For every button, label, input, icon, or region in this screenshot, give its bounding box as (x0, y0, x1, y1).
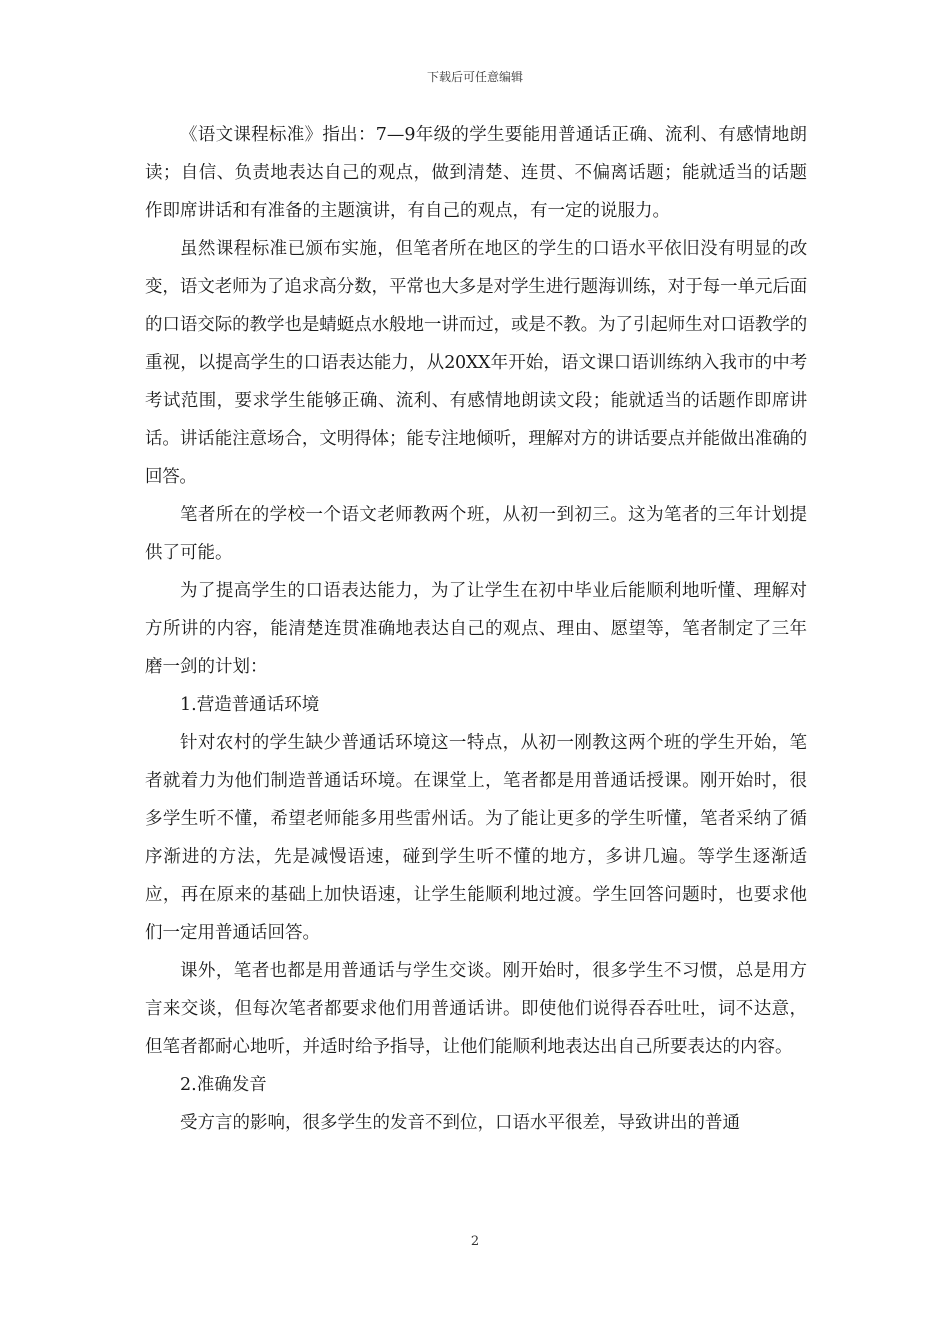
paragraph-school-context: 笔者所在的学校一个语文老师教两个班，从初一到初三。这为笔者的三年计划提供了可能。 (145, 505, 807, 563)
paragraph-background: 虽然课程标准已颁布实施，但笔者所在地区的学生的口语水平依旧没有明显的改变，语文老师为了追求高分数，平常也大多是对学生进行题海训练，对于每一单元后面的口语交际的教学也是蜻蜓点水般地一讲而过，或是不教。为了引起师生对口语教学的重视，以提高学生的口语表达能力，从20XX年开始，语文课口语训练纳入我市的中考考试范围，要求学生能够正确、流利、有感情地朗读文段；能就适当的话题作即席讲话。讲话能注意场合，文明得体；能专注地倾听，理解对方的讲话要点并能做出准确的回答。 (145, 239, 807, 487)
paragraph-plan-intro: 为了提高学生的口语表达能力，为了让学生在初中毕业后能顺利地听懂、理解对方所讲的内容，能清楚连贯准确地表达自己的观点、理由、愿望等，笔者制定了三年磨一剑的计划： (145, 581, 807, 677)
page-number: 2 (470, 1234, 480, 1249)
paragraph-after-class: 课外，笔者也都是用普通话与学生交谈。刚开始时，很多学生不习惯，总是用方言来交谈，但每次笔者都要求他们用普通话讲。即使他们说得吞吞吐吐，词不达意，但笔者都耐心地听，并适时给予指导，让他们能顺利地表达出自己所要表达的内容。 (145, 961, 807, 1057)
document-body (145, 116, 807, 1142)
paragraph-classroom-mandarin: 针对农村的学生缺少普通话环境这一特点，从初一刚教这两个班的学生开始，笔者就着力为他们制造普通话环境。在课堂上，笔者都是用普通话授课。刚开始时，很多学生听不懂，希望老师能多用些雷州话。为了能让更多的学生听懂，笔者采纳了循序渐进的方法，先是减慢语速，碰到学生听不懂的地方，多讲几遍。等学生逐渐适应，再在原来的基础上加快语速，让学生能顺利地过渡。学生回答问题时，也要求他们一定用普通话回答。 (145, 733, 807, 943)
paragraph-curriculum-standard: 《语文课程标准》指出：7—9年级的学生要能用普通话正确、流利、有感情地朗读；自信、负责地表达自己的观点，做到清楚、连贯、不偏离话题；能就适当的话题作即席讲话和有准备的主题演讲，有自己的观点，有一定的说服力。 (145, 125, 807, 221)
section-heading-2: 2.准确发音 (180, 1075, 267, 1095)
page-header-note: 下载后可任意编辑 (426, 70, 523, 84)
section-heading-1: 1.营造普通话环境 (180, 695, 320, 715)
paragraph-pronunciation: 受方言的影响，很多学生的发音不到位，口语水平很差，导致讲出的普通 (180, 1113, 740, 1133)
